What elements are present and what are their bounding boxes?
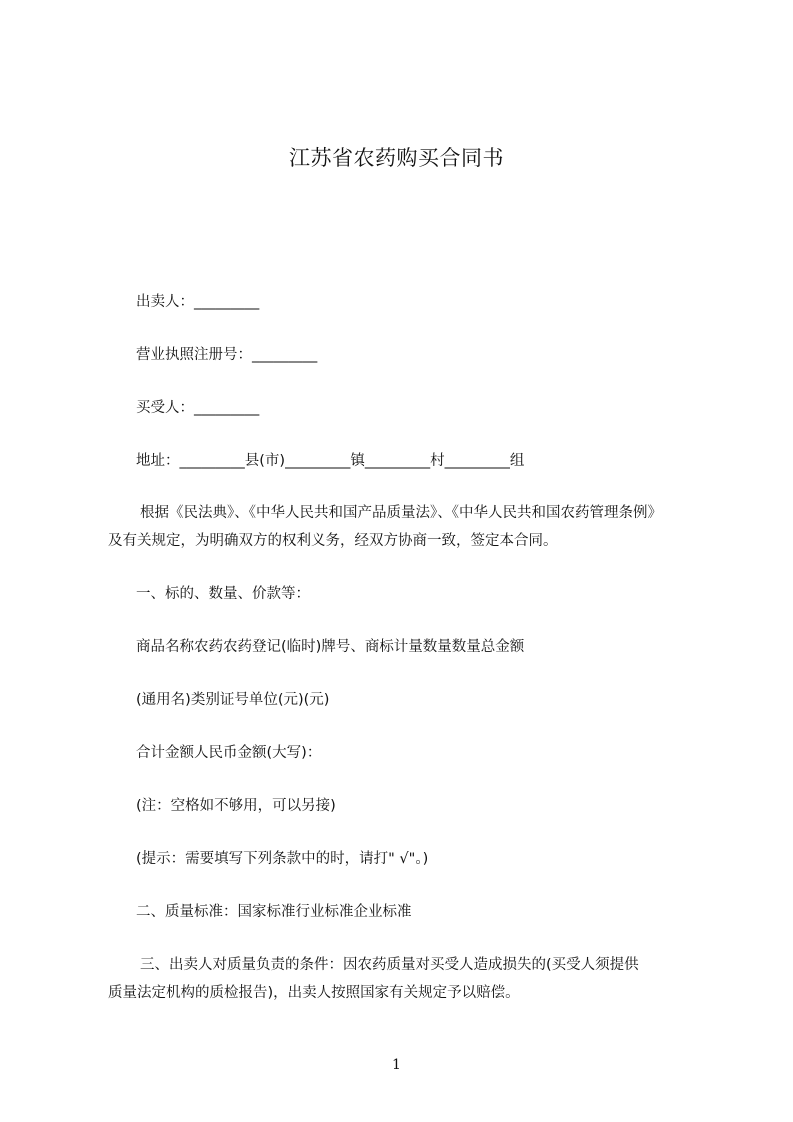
section-1-heading: 一、标的、数量、价款等：: [136, 586, 310, 602]
space-note: (注：空格如不够用，可以另接): [136, 798, 336, 814]
buyer-field: 买受人：_________: [136, 400, 260, 416]
preamble-paragraph: [108, 499, 710, 555]
preamble-line-1: 根据《民法典》、《中华人民共和国产品质量法》、《中华人民共和国农药管理条例》: [140, 505, 662, 521]
table-header-row-2: (通用名)类别证号单位(元)(元): [136, 692, 330, 708]
table-header-row-1: 商品名称农药农药登记(临时)牌号、商标计量数量数量总金额: [136, 639, 525, 655]
section-3-paragraph: [108, 951, 710, 1007]
document-title: 江苏省农药购买合同书: [289, 146, 504, 170]
section-3-line-2: 质量法定机构的质检报告)，出卖人按照国家有关规定予以赔偿。: [108, 985, 520, 1001]
address-field: 地址：_________县(市)_________镇_________村_________组: [136, 453, 525, 469]
seller-field: 出卖人：_________: [136, 294, 260, 310]
page-number: 1: [392, 1057, 401, 1073]
registration-number-field: 营业执照注册号：_________: [136, 347, 318, 363]
preamble-line-2: 及有关规定，为明确双方的权利义务，经双方协商一致，签定本合同。: [108, 533, 558, 549]
checkmark-hint: (提示：需要填写下列条款中的时，请打" √"。): [136, 851, 429, 867]
total-amount-line: 合计金额人民币金额(大写)：: [136, 745, 322, 761]
section-2-quality-standard: 二、质量标准：国家标准行业标准企业标准: [136, 904, 412, 920]
section-3-line-1: 三、出卖人对质量负责的条件：因农药质量对买受人造成损失的(买受人须提供: [140, 957, 639, 973]
